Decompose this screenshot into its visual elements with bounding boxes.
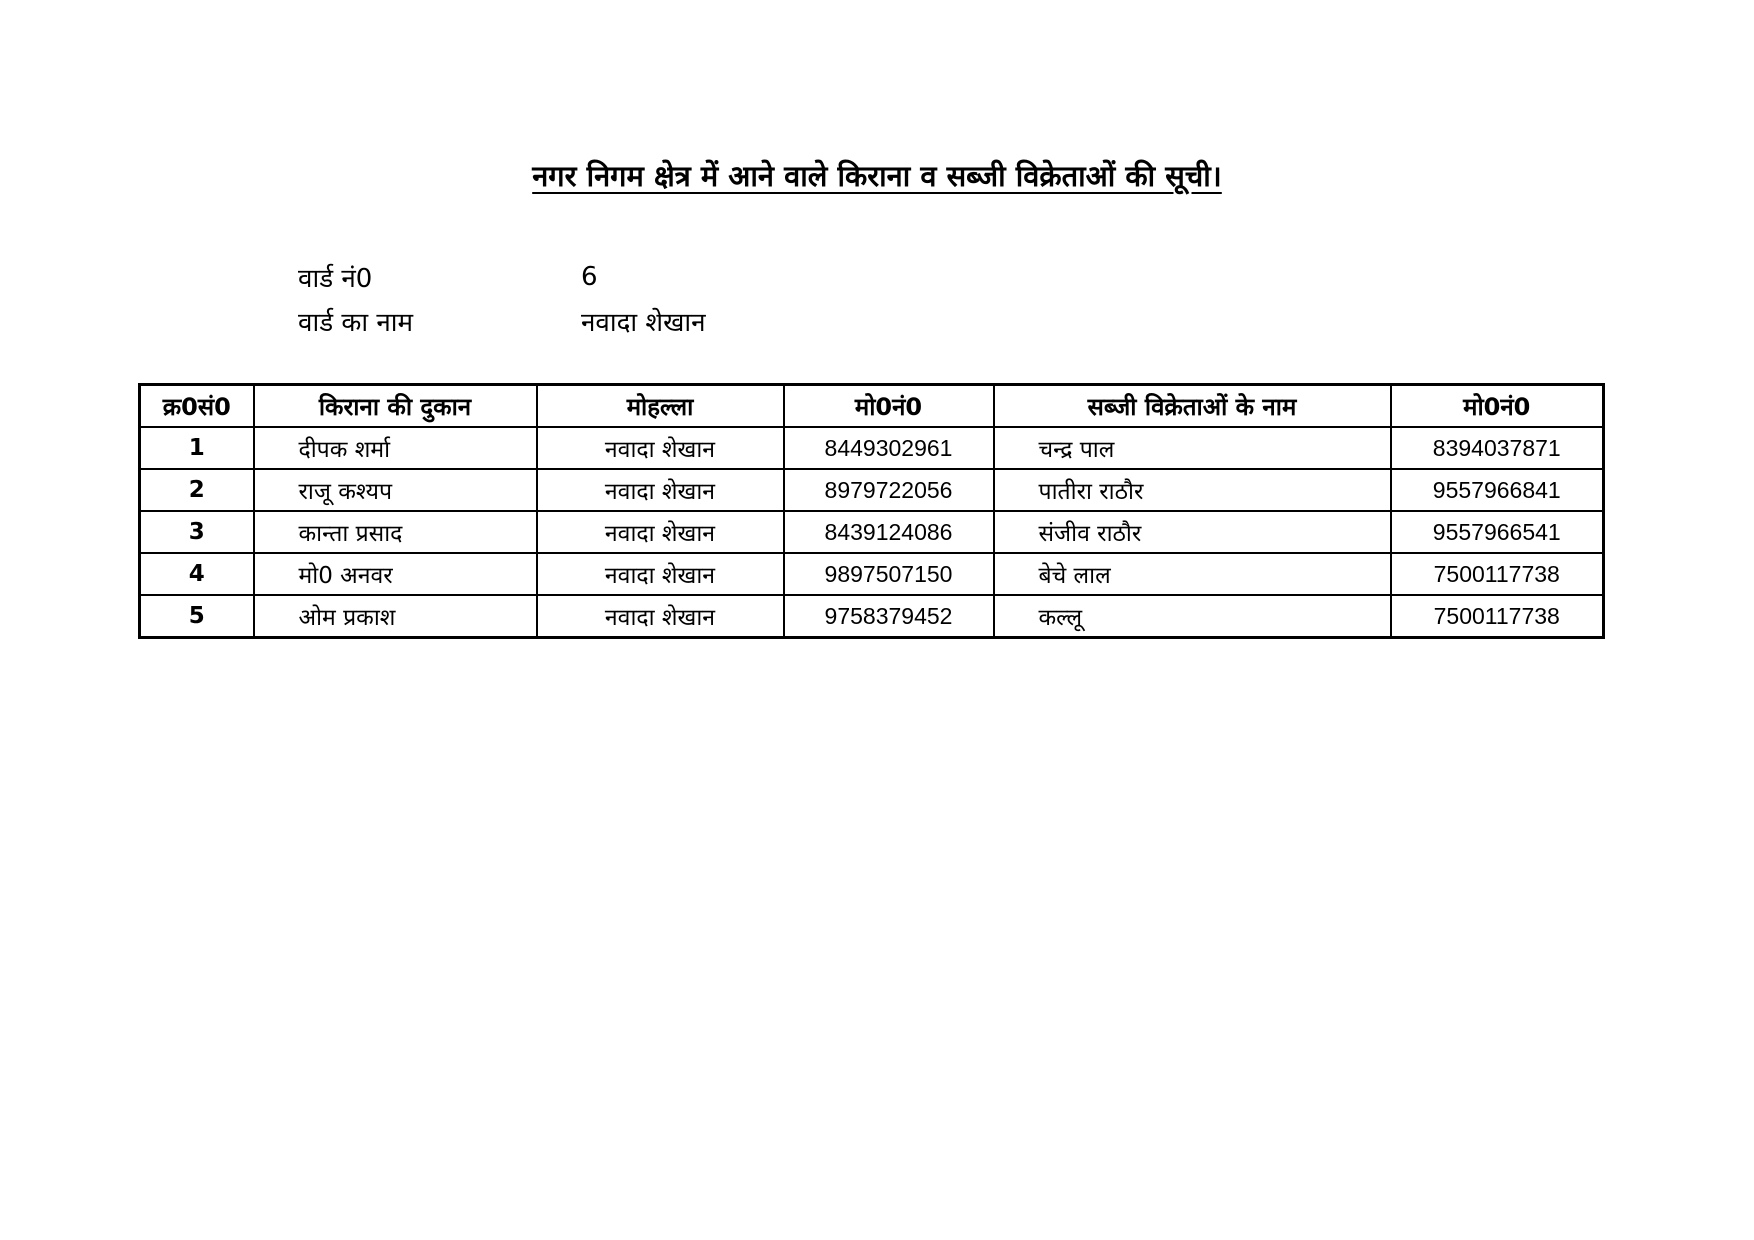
header-locality: मोहल्ला (537, 385, 784, 428)
page-title-text: नगर निगम क्षेत्र में आने वाले किराना व सब्जी विक्रेताओं की सूची। (532, 159, 1222, 193)
ward-name-row (298, 299, 706, 343)
cell-vendor-phone: 7500117738 (1391, 595, 1604, 638)
table-header-row (140, 385, 1604, 428)
cell-serial: 1 (140, 427, 254, 469)
cell-locality: नवादा शेखान (537, 427, 784, 469)
table-row (140, 553, 1604, 595)
table-row (140, 427, 1604, 469)
cell-vendor-phone: 9557966541 (1391, 511, 1604, 553)
table-row (140, 595, 1604, 638)
table-row (140, 511, 1604, 553)
page-title (0, 156, 1754, 195)
cell-grocer: मो0 अनवर (254, 553, 537, 595)
cell-grocer-phone: 9897507150 (784, 553, 994, 595)
cell-vendor-phone: 9557966841 (1391, 469, 1604, 511)
cell-grocer-phone: 8439124086 (784, 511, 994, 553)
cell-grocer: दीपक शर्मा (254, 427, 537, 469)
cell-vendor-phone: 7500117738 (1391, 553, 1604, 595)
cell-grocer: राजू कश्यप (254, 469, 537, 511)
cell-serial: 3 (140, 511, 254, 553)
cell-vendor: संजीव राठौर (994, 511, 1391, 553)
ward-number-label: वार्ड नं0 (298, 264, 373, 294)
cell-vendor-phone: 8394037871 (1391, 427, 1604, 469)
vendor-table (138, 383, 1605, 639)
cell-locality: नवादा शेखान (537, 553, 784, 595)
cell-locality: नवादा शेखान (537, 469, 784, 511)
cell-vendor: चन्द्र पाल (994, 427, 1391, 469)
ward-name-label: वार्ड का नाम (298, 308, 414, 338)
cell-locality: नवादा शेखान (537, 511, 784, 553)
header-serial: क्र0सं0 (140, 385, 254, 428)
cell-grocer-phone: 8979722056 (784, 469, 994, 511)
cell-vendor: कल्लू (994, 595, 1391, 638)
cell-grocer: ओम प्रकाश (254, 595, 537, 638)
header-grocer-phone: मो0नं0 (784, 385, 994, 428)
table-row (140, 469, 1604, 511)
ward-number-row (298, 255, 706, 299)
cell-serial: 2 (140, 469, 254, 511)
cell-grocer-phone: 8449302961 (784, 427, 994, 469)
header-vendor-phone: मो0नं0 (1391, 385, 1604, 428)
cell-grocer: कान्ता प्रसाद (254, 511, 537, 553)
cell-serial: 4 (140, 553, 254, 595)
header-vegetable-vendor: सब्जी विक्रेताओं के नाम (994, 385, 1391, 428)
ward-name-value: नवादा शेखान (581, 308, 706, 338)
cell-vendor: बेचे लाल (994, 553, 1391, 595)
cell-vendor: पातीरा राठौर (994, 469, 1391, 511)
ward-info (298, 255, 706, 343)
cell-grocer-phone: 9758379452 (784, 595, 994, 638)
cell-serial: 5 (140, 595, 254, 638)
header-grocery-shop: किराना की दुकान (254, 385, 537, 428)
cell-locality: नवादा शेखान (537, 595, 784, 638)
ward-number-value: 6 (581, 262, 598, 292)
